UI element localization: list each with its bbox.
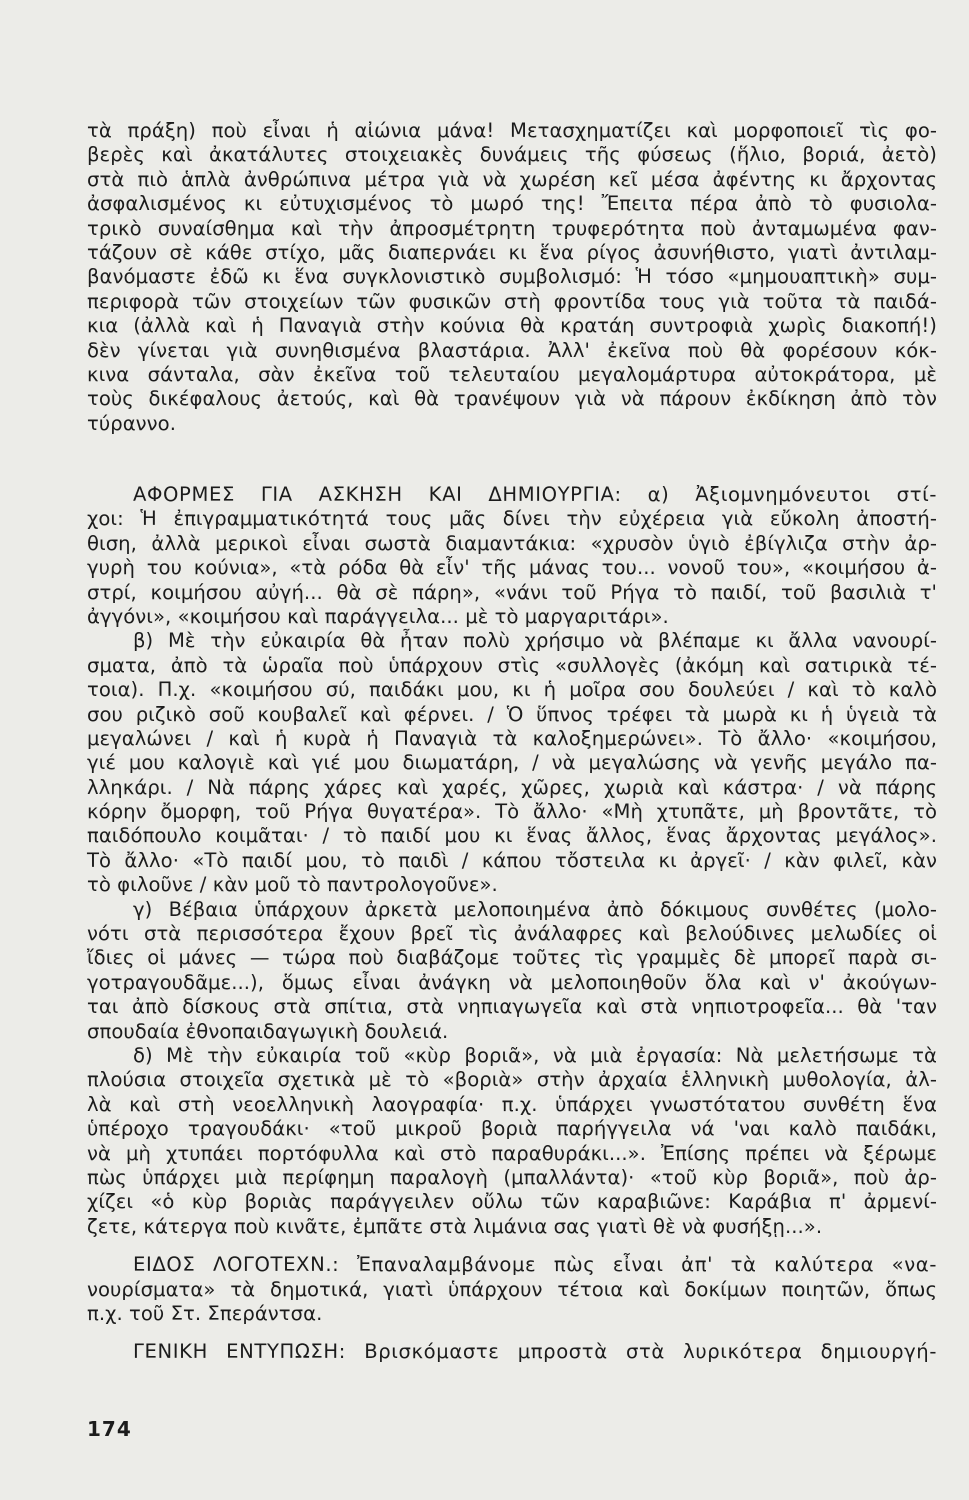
section-heading-line: ΕΙΔΟΣ ΛΟΓΟΤΕΧΝ.: Ἐπαναλαμβάνομε πὼς εἶναι ἀπ' τὰ καλύτερα «να- xyxy=(133,1253,937,1277)
text-line: στρί, κοιμήσου αὐγή... θὰ σὲ πάρη», «νάνι τοῦ Ρήγα τὸ παιδί, τοῦ βασιλιὰ τ' xyxy=(87,580,937,604)
text-line: τοὺς δικέφαλους ἀετούς, καὶ θὰ τρανέψουν γιὰ νὰ πάρουν ἐκδίκηση ἀπὸ τὸν xyxy=(87,387,937,411)
text-line: ὑπέροχο τραγουδάκι· «τοῦ μικροῦ βοριὰ παρήγγειλα νά 'ναι καλὸ παιδάκι, xyxy=(87,1117,937,1141)
text-line: στὰ πιὸ ἁπλὰ ἀνθρώπινα μέτρα γιὰ νὰ χωρέση κεῖ μέσα ἀφέντης κι ἄρχοντας xyxy=(87,167,937,191)
text-line: κια (ἀλλὰ καὶ ἡ Παναγιὰ στὴν κούνια θὰ κρατάη συντροφιὰ χωρὶς διακοπή!) xyxy=(87,314,937,338)
text-line: π.χ. τοῦ Στ. Σπεράντσα. xyxy=(87,1301,323,1325)
text-line: βανόμαστε ἐδῶ κι ἕνα συγκλονιστικὸ συμβολισμό: Ἡ τόσο «μημουαπτικὴ» συμ- xyxy=(87,265,937,289)
section-heading-line: ΑΦΟΡΜΕΣ ΓΙΑ ΑΣΚΗΣΗ ΚΑΙ ΔΗΜΙΟΥΡΓΙΑ: α) Ἀξιομνημόνευτοι στί- xyxy=(133,483,937,506)
text-line: τὰ πράξη) ποὺ εἶναι ἡ αἰώνια μάνα! Μετασχηματίζει καὶ μορφοποιεῖ τὶς φο- xyxy=(87,119,937,142)
text-line: ἴδιες οἱ μάνες — τώρα ποὺ διαβάζομε τοῦτες τὶς γραμμὲς δὲ μπορεῖ παρὰ σι- xyxy=(87,946,937,970)
text-line: γοτραγουδᾶμε...), ὅμως εἶναι ἀνάγκη νὰ μελοποιηθοῦν ὅλα καὶ ν' ἀκούγων- xyxy=(87,970,937,994)
text-line: πὼς ὑπάρχει μιὰ περίφημη παραλογὴ (μπαλλάντα)· «τοῦ κὺρ βοριᾶ», ποὺ ἀρ- xyxy=(87,1165,937,1189)
text-line: δ) Μὲ τὴν εὐκαιρία τοῦ «κὺρ βοριᾶ», νὰ μιὰ ἐργασία: Νὰ μελετήσωμε τὰ xyxy=(133,1043,937,1067)
text-line: πλούσια στοιχεῖα σχετικὰ μὲ τὸ «βοριὰ» στὴν ἀρχαία ἑλληνικὴ μυθολογία, ἀλ- xyxy=(87,1068,937,1092)
text-line: τὸ φιλοῦνε / κὰν μοῦ τὸ παντρολογοῦνε». xyxy=(87,873,498,897)
text-line: ἀγγόνι», «κοιμήσου καὶ παράγγειλα... μὲ τὸ μαργαριτάρι». xyxy=(87,604,669,628)
text-line: λληκάρι. / Νὰ πάρης χάρες καὶ χαρές, χῶρες, χωριὰ καὶ κάστρα· / νὰ πάρης xyxy=(87,775,937,799)
text-line: Τὸ ἄλλο· «Τὸ παιδί μου, τὸ παιδὶ / κάπου τὄστειλα κι ἀργεῖ· / κὰν φιλεῖ, κὰν xyxy=(87,848,937,872)
text-line: σματα, ἀπὸ τὰ ὡραῖα ποὺ ὑπάρχουν στὶς «συλλογὲς (ἀκόμη καὶ σατιρικὰ τέ- xyxy=(87,653,937,677)
text-line: παιδόπουλο κοιμᾶται· / τὸ παιδί μου κι ἕνας ἄλλος, ἕνας ἄρχοντας μεγάλος». xyxy=(87,824,937,848)
text-line: ἀσφαλισμένος κι εὐτυχισμένος τὸ μωρό της! Ἔπειτα πέρα ἀπὸ τὸ φυσιολα- xyxy=(87,192,937,216)
text-line: γιέ μου καλογιὲ καὶ γιέ μου διωματάρη, / νὰ μεγαλώσης νὰ γενῆς μεγάλο πα- xyxy=(87,751,937,775)
text-line: ται ἀπὸ δίσκους στὰ σπίτια, στὰ νηπιαγωγεῖα καὶ στὰ νηπιοτροφεῖα... θὰ 'ταν xyxy=(87,995,937,1019)
page-number: 174 xyxy=(87,1417,132,1441)
text-line: νουρίσματα» τὰ δημοτικά, γιατὶ ὑπάρχουν τέτοια καὶ δοκίμων ποιητῶν, ὅπως xyxy=(87,1277,937,1301)
text-line: λὰ καὶ στὴ νεοελληνικὴ λαογραφία· π.χ. ὑπάρχει γνωστότατου συνθέτη ἕνα xyxy=(87,1092,937,1116)
text-line: μεγαλώνει / καὶ ἡ κυρὰ ἡ Παναγιὰ τὰ καλοξημερώνει». Τὸ ἄλλο· «κοιμήσου, xyxy=(87,726,937,750)
text-line: βερὲς καὶ ἀκατάλυτες στοιχειακὲς δυνάμεις τῆς φύσεως (ἥλιο, βοριά, ἀετὸ) xyxy=(87,143,937,167)
text-line: τρικὸ συναίσθημα καὶ τὴν ἀπροσμέτρητη τρυφερότητα ποὺ ἀνταμωμένα φαν- xyxy=(87,216,937,240)
text-line: σου ριζικὸ σοῦ κουβαλεῖ καὶ φέρνει. / Ὁ ὕπνος τρέφει τὰ μωρὰ κι ἡ ὑγειὰ τὰ xyxy=(87,702,937,726)
text-line: χίζει «ὁ κὺρ βοριὰς παράγγειλεν οὔλω τῶν καραβιῶνε: Καράβια π' ἀρμενί- xyxy=(87,1190,937,1214)
text-line: θιση, ἀλλὰ μερικοὶ εἶναι σωστὰ διαμαντάκια: «χρυσὸν ὑγιὸ ἐβίγλιζα στὴν ἀρ- xyxy=(87,531,937,555)
text-line: κινα σάνταλα, σὰν ἐκεῖνα τοῦ τελευταίου μεγαλομάρτυρα αὐτοκράτορα, μὲ xyxy=(87,362,937,386)
exercises-section xyxy=(87,483,937,1365)
text-line: τάζουν σὲ κάθε στίχο, μᾶς διαπερνάει κι ἕνα ρίγος ἀσυνήθιστο, γιατὶ ἀντιλαμ- xyxy=(87,240,937,264)
text-line: β) Μὲ τὴν εὐκαιρία θὰ ἦταν πολὺ χρήσιμο νὰ βλέπαμε κι ἄλλα νανουρί- xyxy=(133,629,937,653)
text-line: ζετε, κάτεργα ποὺ κινᾶτε, ἐμπᾶτε στὰ λιμάνια σας γιατὶ θὲ νὰ φυσήξῃ...». xyxy=(87,1214,823,1238)
text-line: σπουδαία ἐθνοπαιδαγωγικὴ δουλειά. xyxy=(87,1019,449,1043)
text-line: γ) Βέβαια ὑπάρχουν ἀρκετὰ μελοποιημένα ἀπὸ δόκιμους συνθέτες (μολο- xyxy=(133,897,937,921)
paragraph-continuation xyxy=(87,119,937,436)
text-line: κόρην ὄμορφη, τοῦ Ρήγα θυγατέρα». Τὸ ἄλλο· «Μὴ χτυπᾶτε, μὴ βροντᾶτε, τὸ xyxy=(87,800,937,824)
text-line: περιφορὰ τῶν στοιχείων τῶν φυσικῶν στὴ φροντίδα τους γιὰ τοῦτα τὰ παιδά- xyxy=(87,289,937,313)
spacer xyxy=(87,1326,937,1340)
spacer xyxy=(87,1239,937,1253)
text-line: δὲν γίνεται γιὰ συνηθισμένα βλαστάρια. Ἀλλ' ἐκεῖνα ποὺ θὰ φορέσουν κόκ- xyxy=(87,338,937,362)
text-line: νότι στὰ περισσότερα ἔχουν βρεῖ τὶς ἀνάλαφρες καὶ βελούδινες μελωδίες οἱ xyxy=(87,922,937,946)
text-line: νὰ μὴ χτυπάει πορτόφυλλα καὶ στὸ παραθυράκι...». Ἐπίσης πρέπει νὰ ξέρωμε xyxy=(87,1141,937,1165)
text-line: γυρὴ του κούνια», «τὰ ρόδα θὰ εἶν' τῆς μάνας του... νονοῦ του», «κοιμήσου ἀ- xyxy=(87,556,937,580)
text-line: χοι: Ἡ ἐπιγραμματικότητά τους μᾶς δίνει τὴν εὐχέρεια γιὰ εὔκολη ἀποστή- xyxy=(87,507,937,531)
text-line: τύραννο. xyxy=(87,411,176,435)
text-line: τοια). Π.χ. «κοιμήσου σύ, παιδάκι μου, κι ἡ μοῖρα σου δουλεύει / καὶ τὸ καλὸ xyxy=(87,678,937,702)
section-heading-line: ΓΕΝΙΚΗ ΕΝΤΥΠΩΣΗ: Βρισκόμαστε μπροστὰ στὰ λυρικότερα δημιουργή- xyxy=(133,1340,937,1364)
